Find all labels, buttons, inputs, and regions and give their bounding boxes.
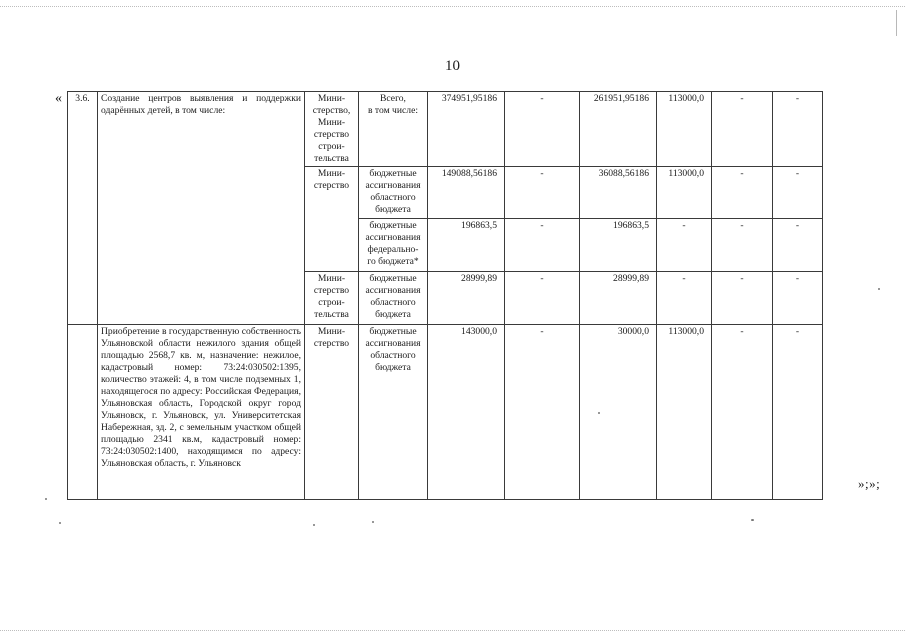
item-number: 3.6. (68, 92, 98, 325)
scan-speck (59, 522, 61, 524)
year-value-cell: - (657, 219, 712, 272)
scan-edge-top (0, 6, 905, 7)
closing-quote-mark: »;»; (858, 476, 881, 491)
total-amount-cell: 28999,89 (428, 272, 505, 325)
funding-source-cell: бюджетные ассигнования федерально- го бюджета* (365, 220, 421, 267)
scan-speck (878, 288, 880, 290)
year-value-cell: 30000,0 (580, 325, 657, 500)
executor-cell: Мини- стерство (313, 168, 350, 191)
scan-speck (751, 519, 754, 521)
year-value-cell: - (712, 325, 773, 500)
year-value-cell: - (773, 325, 823, 500)
total-amount-cell: 196863,5 (428, 219, 505, 272)
total-amount-cell: 374951,95186 (428, 92, 505, 167)
year-value-cell: 113000,0 (657, 92, 712, 167)
executor-cell: Мини- стерство, Мини- стерство строи- тельства (312, 93, 351, 164)
year-value-cell: - (505, 325, 580, 500)
year-value-cell: 113000,0 (657, 325, 712, 500)
funding-source-cell: бюджетные ассигнования областного бюджета (365, 326, 421, 373)
budget-table (67, 91, 823, 500)
table-row (68, 325, 823, 500)
opening-quote-mark: « (55, 91, 62, 106)
year-value-cell: - (773, 272, 823, 325)
year-value-cell: - (712, 272, 773, 325)
year-value-cell: - (657, 272, 712, 325)
total-amount-cell: 143000,0 (428, 325, 505, 500)
year-value-cell: 113000,0 (657, 167, 712, 219)
funding-source-cell: бюджетные ассигнования областного бюджета (365, 273, 421, 320)
total-amount-cell: 149088,56186 (428, 167, 505, 219)
year-value-cell: - (505, 167, 580, 219)
year-value-cell: 196863,5 (580, 219, 657, 272)
year-value-cell: - (712, 167, 773, 219)
year-value-cell: - (712, 92, 773, 167)
executor-cell: Мини- стерство строи- тельства (313, 273, 350, 320)
scan-speck (45, 498, 47, 500)
year-value-cell: - (505, 272, 580, 325)
year-value-cell: - (712, 219, 773, 272)
year-value-cell: 28999,89 (580, 272, 657, 325)
item-title: Создание центров выявления и поддержки одарённых детей, в том числе: (98, 92, 305, 325)
year-value-cell: - (773, 92, 823, 167)
page-number: 10 (445, 58, 460, 74)
scan-corner-mark (896, 10, 897, 36)
item-number-empty (68, 325, 98, 500)
executor-cell: Мини- стерство (313, 326, 350, 349)
scan-speck (598, 412, 600, 414)
year-value-cell: - (505, 219, 580, 272)
funding-source-cell: бюджетные ассигнования областного бюджета (365, 168, 421, 215)
year-value-cell: 36088,56186 (580, 167, 657, 219)
funding-source-cell: Всего, в том числе: (367, 93, 418, 116)
year-value-cell: 261951,95186 (580, 92, 657, 167)
scan-speck (313, 524, 315, 526)
table-row (68, 92, 823, 167)
scan-edge-bottom (0, 630, 905, 631)
year-value-cell: - (505, 92, 580, 167)
year-value-cell: - (773, 219, 823, 272)
year-value-cell: - (773, 167, 823, 219)
acquisition-description: Приобретение в государственную собственность Ульяновской области нежилого здания общей площадью 2568,7 кв. м, назначение: нежилое, кадастровый номер: 73:24:030502:1395, количество этажей: 4, в том числе подземных 1, находящегося по адресу: Российская Федерация, Ульяновская область, Городской округ город Ульяновск, г. Ульяновск, ул. Университетская Набережная, зд. 2, с земельным участком общей площадью 2341 кв.м, кадастровый номер: 73:24:030502:1400, находящимся по адресу: Ульяновская область, г. Ульяновск (98, 325, 305, 500)
scan-speck (372, 521, 374, 523)
